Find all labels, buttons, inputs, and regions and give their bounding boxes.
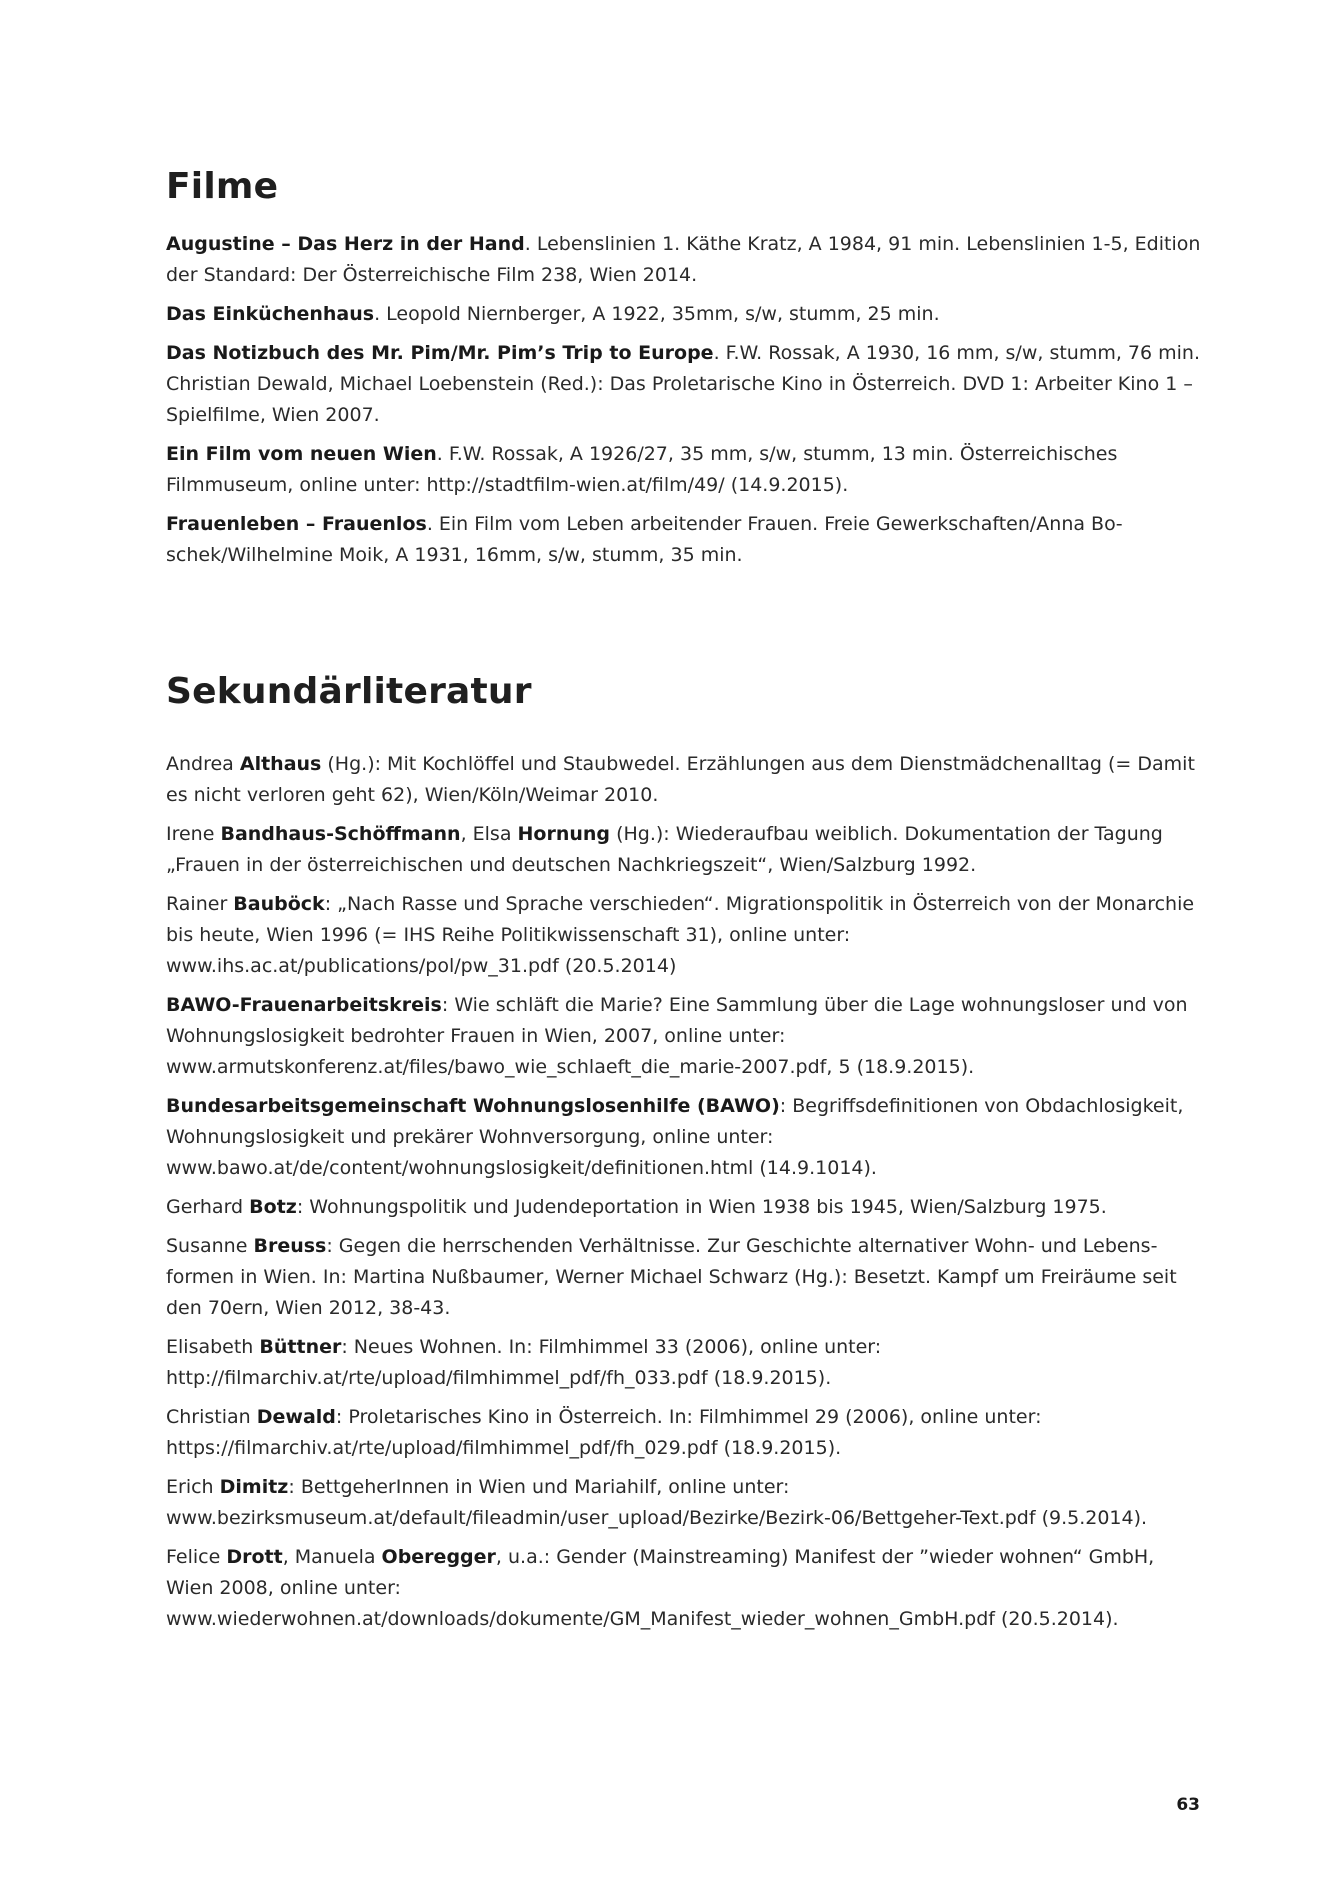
film-entry [166,509,1206,571]
author-surname: Althaus [239,753,322,775]
film-title: Das Einküchenhaus [166,303,375,325]
section-filme [166,165,1206,579]
section-title-sekundaerliteratur: Sekundärliteratur [166,671,532,712]
author-first-name: Rainer [166,893,234,915]
author-surname: Bandhaus-Schöffmann [220,823,461,845]
author-surname: Hornung [517,823,611,845]
film-title: Frauenleben – Frauenlos [166,513,427,535]
film-entry [166,299,1206,330]
author-first-name: Elisabeth [166,1336,260,1358]
section-sekundaerliteratur [166,670,1206,1643]
film-title: Das Notizbuch des Mr. Pim/Mr. Pim’s Trip to Europe [166,342,714,364]
reference-details: : Wie schläft die Marie? Eine Sammlung über die Lage wohnungsloser und von Wohnungslosigkeit bedrohter Frauen in Wien, 2007, online unter: www.armutskonferenz.at/files/bawo_wie_schlaeft_die_marie-2007.pdf, 5 (18.9.2015). [166,994,1188,1078]
reference-details: : Proletarisches Kino in Österreich. In: Filmhimmel 29 (2006), online unter: https://filmarchiv.at/rte/upload/filmhimmel_pdf/fh_029.pdf (18.9.2015). [166,1406,1042,1459]
reference-entry [166,1332,1206,1394]
author-surname: Botz [249,1196,297,1218]
reference-entry [166,819,1206,881]
author-surname: Bauböck [233,893,325,915]
author-organization: Bundesarbeitsgemeinschaft Wohnungslosenhilfe (BAWO) [166,1095,780,1117]
film-entry [166,439,1206,501]
author-surname: Breuss [253,1235,327,1257]
reference-details: : Gegen die herrschenden Verhältnisse. Zur Geschichte alternativer Wohn- und Lebensformen in Wien. In: Martina Nußbaumer, Werner Michael Schwarz (Hg.): Besetzt. Kampf um Freiräume seit den 70ern, Wien 2012, 38-43. [166,1235,1177,1319]
reference-details: : BettgeherInnen in Wien und Mariahilf, online unter: www.bezirksmuseum.at/default/fileadmin/user_upload/Bezirke/Bezirk-06/Bettgeher-Text.pdf (9.5.2014). [166,1476,1148,1529]
film-entry [166,229,1206,291]
author-first-name: Susanne [166,1235,254,1257]
reference-details: : Wohnungspolitik und Judendeportation in Wien 1938 bis 1945, Wien/Salzburg 1975. [296,1196,1107,1218]
author-first-name: Gerhard [166,1196,250,1218]
author-surname: Büttner [259,1336,342,1358]
film-title: Ein Film vom neuen Wien [166,443,437,465]
author-surname: Oberegger [381,1546,496,1568]
reference-entry [166,1192,1206,1223]
reference-entry [166,1091,1206,1184]
reference-entry [166,1231,1206,1324]
author-surname: Dewald [256,1406,336,1428]
author-first-name: Felice [166,1546,227,1568]
film-details: . F.W. Rossak, A 1930, 16 mm, s/w, stumm, 76 min. Christian Dewald, Michael Loebenstein (Red.): Das Proletarische Kino in Österreich. DVD 1: Arbeiter Kino 1 – Spielfilme, Wien 2007. [166,342,1201,426]
film-details: . Lebenslinien 1. Käthe Kratz, A 1984, 91 min. Lebenslinien 1-5, Edition der Standard: Der Österreichische Film 238, Wien 2014. [166,233,1201,286]
reference-details: : Begriffsdefinitionen von Obdachlosigkeit, Wohnungslosigkeit und prekärer Wohnversorgung, online unter: www.bawo.at/de/content/wohnungslosigkeit/definitionen.html (14.9.1014). [166,1095,1184,1179]
author-organization: BAWO-Frauenarbeitskreis [166,994,442,1016]
film-entry [166,338,1206,431]
reference-text: , Elsa [460,823,518,845]
author-first-name: Andrea [166,753,240,775]
section-title-filme: Filme [166,166,279,207]
reference-details: (Hg.): Mit Kochlöffel und Staubwedel. Erzählungen aus dem Dienstmädchenalltag (= Damit es nicht verloren geht 62), Wien/Köln/Weimar 2010. [166,753,1195,806]
author-first-name: Erich [166,1476,220,1498]
reference-details: (Hg.): Wiederaufbau weiblich. Dokumentation der Tagung „Frauen in der österreichischen und deutschen Nachkriegszeit“, Wien/Salzburg 1992. [166,823,1163,876]
reference-entry [166,1542,1206,1635]
reference-entry [166,889,1206,982]
reference-entry [166,990,1206,1083]
film-details: . F.W. Rossak, A 1926/27, 35 mm, s/w, stumm, 13 min. Österreichisches Filmmuseum, online unter: http://stadtfilm-wien.at/film/49/ (14.9.2015). [166,443,1118,496]
author-surname: Drott [226,1546,283,1568]
reference-details: : Neues Wohnen. In: Filmhimmel 33 (2006), online unter: http://filmarchiv.at/rte/upload/filmhimmel_pdf/fh_033.pdf (18.9.2015). [166,1336,882,1389]
film-details: . Leopold Niernberger, A 1922, 35mm, s/w, stumm, 25 min. [374,303,940,325]
reference-text: , Manuela [282,1546,382,1568]
reference-entry [166,1402,1206,1464]
author-first-name: Irene [166,823,221,845]
reference-details: : „Nach Rasse und Sprache verschieden“. Migrationspolitik in Österreich von der Monarchie bis heute, Wien 1996 (= IHS Reihe Politikwissenschaft 31), online unter: www.ihs.ac.at/publications/pol/pw_31.pdf (20.5.2014) [166,893,1195,977]
page-number: 63 [1176,1795,1200,1815]
reference-details: , u.a.: Gender (Mainstreaming) Manifest der ”wieder wohnen“ GmbH, Wien 2008, online unter: www.wiederwohnen.at/downloads/dokumente/GM_Manifest_wieder_wohnen_GmbH.pdf (20.5.2014). [166,1546,1155,1630]
film-title: Augustine – Das Herz in der Hand [166,233,525,255]
author-first-name: Christian [166,1406,257,1428]
reference-entry [166,1472,1206,1534]
reference-entry [166,749,1206,811]
author-surname: Dimitz [219,1476,289,1498]
film-details: . Ein Film vom Leben arbeitender Frauen. Freie Gewerkschaften/Anna Boschek/Wilhelmine Moik, A 1931, 16mm, s/w, stumm, 35 min. [166,513,1123,566]
